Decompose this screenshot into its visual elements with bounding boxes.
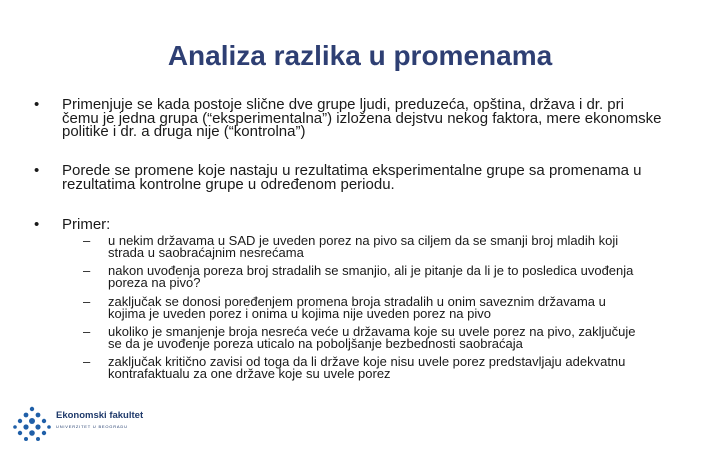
slide-title: Analiza razlika u promenama [167,40,553,71]
bullet-definition [34,96,662,141]
bullet-text: Porede se promene koje nastaju u rezultatima eksperimentalne grupe sa promenama u rezultatima kontrolne grupe u određenom periodu. [62,162,642,193]
bullet-text: Primer: [62,216,111,233]
sub-dash: – [83,263,91,278]
sub-dash: – [83,354,91,369]
bullet-text: Primenjuje se kada postoje slične dve grupe ljudi, preduzeća, opština, država i dr. pri čemu je jedna grupa (“eksperimentalna”) izložena dejstvu nekog faktora, mere ekonomske politike i dr. a druga nije (“kontrolna”) [62,96,662,141]
bullet-comparison [34,162,652,193]
sub-dash: – [83,294,91,309]
sub-bullet-text: u nekim državama u SAD je uveden porez na pivo sa ciljem da se smanji broj mladih koji strada u saobraćajnim nesrećama [108,233,619,260]
faculty-logo [12,405,172,443]
logo-dots-icon [12,405,52,443]
logo-name: Ekonomski fakultet [56,410,144,421]
sub-dash: – [83,324,91,339]
sub-bullet [83,324,638,351]
sub-bullet [83,233,638,260]
bullet-dot: • [34,96,40,113]
logo-subtitle: UNIVERZITET U BEOGRADU [56,424,128,429]
bullet-dot: • [34,162,40,179]
sub-bullet-text: nakon uvođenja poreza broj stradalih se smanjio, ali je pitanje da li je to posledica uvođenja poreza na pivo? [108,263,634,290]
sub-dash: – [83,233,91,248]
sub-bullet-text: zaključak se donosi poređenjem promena broja stradalih u onim saveznim državama u kojima je uveden porez i onima u kojima nije uveden porez na pivo [108,294,606,321]
bullet-example [34,216,362,233]
sub-bullet-text: ukoliko je smanjenje broja nesreća veće u državama koje su uvele porez na pivo, zaključuje se da je uvođenje poreza uticalo na poboljšanje bezbednosti saobraćaja [108,324,636,351]
sub-bullet [83,263,638,290]
bullet-dot: • [34,216,40,233]
sub-bullet-text: zaključak kritično zavisi od toga da li države koje nisu uvele porez predstavljaju adekvatnu kontrafaktualu za one države koje su uvele porez [108,354,626,381]
sub-bullet [83,354,638,381]
sub-bullet [83,294,638,321]
